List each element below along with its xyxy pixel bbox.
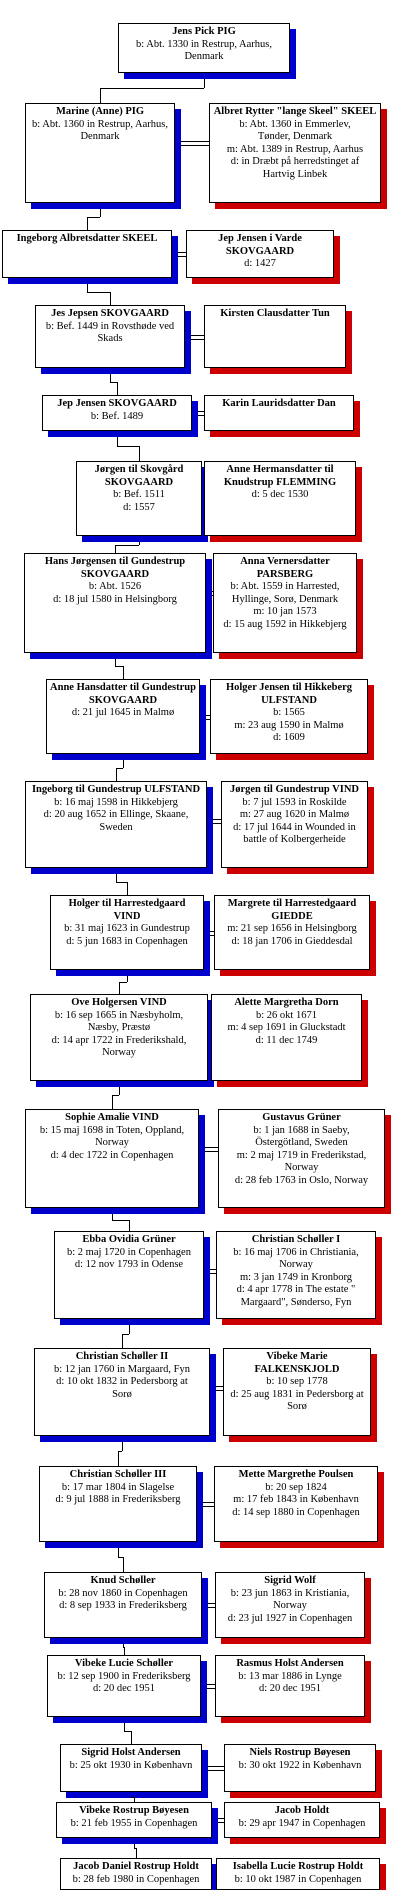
person-box-left[interactable] [60,1744,202,1792]
person-detail-line: Norway [284,1162,319,1173]
person-name: Sigrid Holst Andersen [81,1747,181,1758]
person-name: Knud Schøller [90,1575,156,1586]
person-detail-line: d: 4 dec 1722 in Copenhagen [50,1149,174,1161]
marriage-connector [172,256,186,257]
person-name: Anna Vernersdatter PARSBERG [240,556,330,580]
marriage-connector [172,252,186,253]
marriage-connector [202,1603,215,1604]
person-box-left[interactable] [25,1109,199,1208]
marriage-connector [192,411,204,412]
person-detail-line: b: 10 okt 1987 in Copenhagen [234,1873,362,1885]
person-box-left[interactable] [50,895,204,970]
person-detail-line: b: 15 maj 1698 in Toten, Oppland, [39,1124,185,1136]
person-detail-line: b: 1565 [273,707,305,718]
person-name: Ove Holgersen VIND [71,997,167,1008]
marriage-connector [204,1273,216,1274]
marriage-connector [212,1818,224,1819]
person-box-left[interactable] [39,1466,197,1542]
person-detail-line: d: 23 jul 1927 in Copenhagen [227,1612,353,1624]
person-box-right[interactable] [204,461,356,536]
person-detail-line: b: Abt. 1526 [88,581,142,592]
person-box-left[interactable] [56,1802,212,1838]
descent-connector [131,1731,132,1745]
person-detail-line: d: 17 jul 1644 in Wounded in [233,821,356,833]
person-detail-line: d: in Dræbt på herredstinget af [230,156,360,167]
person-detail-line: d: 5 dec 1530 [251,489,309,500]
person-detail-line: Hyllinge, Sorø, Denmark [231,593,339,605]
person-detail-line: m: 3 jan 1749 in Kronborg [239,1271,353,1283]
person-detail-line: d: 20 dec 1951 [92,1683,156,1694]
descent-connector [129,1220,130,1232]
person-detail-line: Denmark [184,51,224,62]
marriage-connector [206,591,213,592]
person-name: Jacob Daniel Rostrup Holdt [73,1861,199,1872]
marriage-connector [185,335,204,336]
person-box-right[interactable] [215,1572,365,1638]
person-detail-line: d: 14 apr 1722 in Frederikshald, [51,1034,187,1046]
person-box-left[interactable] [2,230,172,278]
person-detail-line: m: 21 sep 1656 in Helsingborg [227,923,357,934]
person-detail-line: b: 10 sep 1778 [266,1376,328,1387]
person-detail-line: Denmark [80,131,120,142]
descent-connector [119,1087,120,1095]
person-detail-line: d: 20 dec 1951 [258,1683,322,1694]
person-detail-line: Norway [273,1600,307,1611]
descent-connector [110,382,117,383]
person-detail-line: b: 17 mar 1804 in Slagelse [61,1481,175,1493]
marriage-connector [212,1822,224,1823]
person-detail-line: Sorø [287,1401,307,1412]
person-name: Margrete til Harrestedgaard GIEDDE [227,898,357,922]
person-box-right[interactable] [213,553,357,653]
person-box-right[interactable] [223,1348,371,1436]
descent-connector [122,1442,123,1451]
person-detail-line: b: 31 maj 1623 in Gundestrup [64,923,190,934]
marriage-connector [197,1502,214,1503]
person-box-right[interactable] [224,1802,380,1838]
descent-connector [118,1451,119,1466]
person-box-right[interactable] [204,305,346,368]
person-detail-line: m: 4 sep 1691 in Gluckstadt [227,1022,346,1033]
descent-connector [112,1220,129,1221]
descent-connector [112,1095,119,1096]
person-name: Vibeke Rostrup Bøyesen [79,1805,189,1816]
person-detail-line: Næsby, Præstø [87,1022,151,1033]
person-box-left[interactable] [30,994,208,1081]
person-name: Christian Schøller II [75,1351,169,1362]
person-name: Vibeke Lucie Schøller [74,1658,174,1669]
person-detail-line: d: 18 jul 1580 in Helsingborg [53,593,177,605]
person-detail-line: d: 28 feb 1763 in Oslo, Norway [234,1174,369,1186]
marriage-connector [202,1607,215,1608]
person-detail-line: m: 2 maj 1719 in Frederikstad, [236,1149,367,1161]
person-detail-line: Norway [102,1047,136,1058]
person-name: Albret Rytter "lange Skeel" SKEEL [213,106,377,117]
person-name: Holger Jensen til Hikkeberg ULFSTAND [225,682,353,706]
marriage-connector [199,1147,218,1148]
person-detail-line: b: 20 sep 1824 [265,1481,327,1493]
person-name: Isabella Lucie Rostrup Holdt [232,1861,364,1872]
person-detail-line: d: 12 nov 1793 in Odense [74,1259,184,1270]
person-name: Anne Hermansdatter til Knudstrup FLEMMING [223,464,337,488]
descent-connector [204,79,205,88]
descent-connector [124,1731,131,1732]
person-name: Jens Pick PIG [172,26,236,37]
person-detail-line: b: 12 jan 1760 in Margaard, Fyn [54,1363,190,1375]
person-detail-line: Sorø [112,1388,132,1400]
person-box-right[interactable] [216,1858,380,1890]
person-box-left[interactable] [47,1655,201,1717]
descent-connector [136,1848,137,1858]
person-detail-line: b: 30 okt 1922 in København [238,1759,362,1771]
person-box-right[interactable] [186,230,334,278]
marriage-connector [202,1770,224,1771]
person-detail-line: b: 16 sep 1665 in Næsbyholm, [54,1009,184,1021]
person-detail-line: d: 10 okt 1832 in Pedersborg at [56,1376,188,1387]
person-detail-line: Norway [95,1137,129,1148]
person-detail-line: m: 10 jan 1573 [253,606,317,617]
person-name: Christian Schøller I [251,1234,341,1245]
marriage-connector [175,145,209,146]
person-detail-line: b: 13 mar 1886 in Lynge [238,1670,342,1682]
person-detail-line: b: 23 jun 1863 in Kristiania, [230,1587,350,1599]
person-detail-line: m: 23 aug 1590 in Malmø [234,719,344,731]
person-name: Holger til Harrestedgaard VIND [68,898,186,922]
person-name: Rasmus Holst Andersen [236,1658,344,1669]
person-detail-line: d: 25 aug 1831 in Pedersborg at [230,1388,364,1400]
person-detail-line: b: Bef. 1489 [90,410,144,422]
marriage-connector [202,1766,224,1767]
person-detail-line: d: 21 jul 1645 in Malmø [71,707,175,718]
marriage-connector [192,415,204,416]
person-detail-line: d: 15 aug 1592 in Hikkebjerg [223,618,347,630]
person-box-right[interactable] [221,781,368,868]
marriage-connector [204,1269,216,1270]
person-box-right[interactable] [214,895,370,970]
person-name: Sigrid Wolf [264,1575,316,1586]
marriage-connector [207,819,221,820]
descent-connector [129,1325,130,1334]
person-detail-line: d: 1427 [244,258,276,269]
person-box-left[interactable] [34,1348,210,1436]
descent-connector [110,374,111,382]
person-name: Marine (Anne) PIG [55,106,145,117]
person-detail-line: d: 1609 [273,732,305,743]
person-detail-line: b: Abt. 1360 in Restrup, Aarhus, [32,118,168,130]
person-detail-line: Sweden [99,821,133,833]
person-name: Niels Rostrup Bøyesen [249,1747,351,1758]
person-box-right[interactable] [218,1109,385,1208]
person-detail-line: Tønder, Denmark [257,131,333,142]
person-box-right[interactable] [216,1231,376,1319]
descent-connector [100,88,204,89]
descent-connector [115,659,116,666]
person-detail-line: b: Bef. 1449 in Rovsthøde ved [45,320,175,332]
person-box-left[interactable] [60,1858,212,1890]
person-box-right[interactable] [204,395,354,431]
person-detail-line: Skads [97,333,123,344]
descent-connector [119,982,127,983]
person-detail-line: m: 17 feb 1843 in København [233,1494,359,1505]
person-detail-line: battle of Kolbergerheide [243,834,346,845]
person-detail-line: b: Abt. 1360 in Emmerlev, [239,118,351,130]
person-detail-line: d: 5 jun 1683 in Copenhagen [66,935,188,947]
descent-connector [124,1647,125,1656]
marriage-connector [206,595,213,596]
descent-connector [127,976,128,982]
person-detail-line: Östergötland, Sweden [255,1137,348,1148]
descent-connector [100,209,101,217]
marriage-connector [175,141,209,142]
person-detail-line: d: 4 apr 1778 in The estate " [236,1284,356,1295]
marriage-connector [201,1684,215,1685]
person-box-root[interactable] [118,23,290,73]
marriage-connector [210,1386,223,1387]
person-detail-line: b: 1 jan 1688 in Saeby, [253,1124,350,1136]
person-detail-line: b: 25 okt 1930 in København [69,1759,193,1771]
descent-connector [116,874,117,882]
person-detail-line: d: 18 jan 1706 in Gieddesdal [231,935,353,947]
descent-connector [124,1723,125,1731]
person-name: Jep Jensen i Varde SKOVGAARD [218,233,302,257]
marriage-connector [201,1688,215,1689]
person-box-left[interactable] [42,395,192,431]
marriage-connector [207,823,221,824]
person-detail-line: b: Bef. 1511 [113,489,165,500]
person-detail-line: Norway [279,1259,313,1270]
person-name: Ingeborg Albretsdatter SKEEL [16,233,158,244]
descent-connector [116,768,123,769]
person-box-right[interactable] [215,1655,365,1717]
person-detail-line: b: 29 apr 1947 in Copenhagen [238,1817,366,1829]
person-name: Jes Jepsen SKOVGAARD [51,308,169,319]
person-detail-line: b: 16 maj 1598 in Hikkebjerg [54,796,178,808]
person-name: Alette Margretha Dorn [234,997,339,1008]
descent-connector [123,760,124,768]
descent-connector [117,382,118,396]
person-detail-line: b: 12 sep 1900 in Frederiksberg [57,1670,191,1682]
marriage-connector [197,1506,214,1507]
marriage-connector [185,339,204,340]
person-box-left[interactable] [35,305,185,368]
person-detail-line: Margaard", Sønderso, Fyn [240,1296,352,1308]
marriage-connector [199,1151,218,1152]
person-box-left[interactable] [25,103,175,203]
descent-connector [87,292,110,293]
descent-connector [122,1334,129,1335]
person-name: Jep Jensen SKOVGAARD [57,398,177,409]
descent-connector [117,446,139,447]
marriage-connector [200,719,210,720]
person-name: Hans Jørgensen til Gundestrup SKOVGAARD [44,556,186,580]
person-detail-line: b: 21 feb 1955 in Copenhagen [70,1817,198,1829]
descent-connector [139,542,140,545]
person-detail-line: d: 20 aug 1652 in Ellinge, Skaane, [43,809,189,820]
descent-connector [116,768,117,782]
descent-connector [100,88,101,103]
person-detail-line: b: 7 jul 1593 in Roskilde [242,796,347,808]
person-name: Mette Margrethe Poulsen [238,1469,354,1480]
person-box-right[interactable] [210,679,368,754]
person-name: Ingeborg til Gundestrup ULFSTAND [31,784,201,795]
descent-connector [119,982,120,994]
marriage-connector [210,1390,223,1391]
person-detail-line: b: 28 nov 1860 in Copenhagen [58,1587,188,1599]
person-box-right[interactable] [224,1744,376,1792]
person-detail-line: b: 28 feb 1980 in Copenhagen [72,1873,200,1885]
person-detail-line: d: 11 dec 1749 [255,1034,318,1046]
person-name: Christian Schøller III [69,1469,167,1480]
descent-connector [117,437,118,446]
marriage-connector [204,931,214,932]
descent-connector [87,284,88,292]
descent-connector [112,1095,113,1109]
descent-connector [115,545,139,546]
person-name: Gustavus Grüner [262,1112,341,1123]
descent-connector [118,1548,119,1557]
person-box-left[interactable] [54,1231,204,1319]
person-detail-line: b: 26 okt 1671 [256,1009,317,1021]
person-box-left[interactable] [25,781,207,868]
descent-connector [123,666,124,679]
person-name: Kirsten Clausdatter Tun [220,308,330,319]
descent-connector [123,1557,124,1572]
person-box-left[interactable] [76,461,202,536]
person-detail-line: m: Abt. 1389 in Restrup, Aarhus [226,143,364,155]
person-name: Jørgen til Skovgård SKOVGAARD [94,464,184,488]
descent-connector [115,666,123,667]
person-box-right[interactable] [209,103,381,203]
person-box-right[interactable] [211,994,362,1081]
descent-connector [87,217,88,231]
person-detail-line: d: 8 sep 1933 in Frederiksberg [59,1600,187,1611]
person-name: Vibeke Marie FALKENSKJOLD [254,1351,340,1375]
person-box-left[interactable] [46,679,200,754]
person-name: Karin Lauridsdatter Dan [222,398,336,409]
person-box-right[interactable] [214,1466,378,1542]
descent-connector [110,292,111,306]
descent-connector [122,1334,123,1349]
descent-connector [127,882,128,896]
person-detail-line: Hartvig Linbek [262,168,328,180]
person-detail-line: d: 14 sep 1880 in Copenhagen [232,1506,360,1518]
person-detail-line: b: Abt. 1559 in Harrested, [230,581,340,592]
person-detail-line: d: 9 jul 1888 in Frederiksberg [55,1494,181,1505]
marriage-connector [204,935,214,936]
person-detail-line: b: 16 maj 1706 in Christiania, [233,1246,359,1258]
descent-connector [116,882,127,883]
descent-connector [115,545,116,554]
person-name: Anne Hansdatter til Gundestrup SKOVGAARD [50,682,196,706]
person-box-left[interactable] [24,553,206,653]
person-name: Jacob Holdt [274,1805,330,1816]
person-detail-line: b: Abt. 1330 in Restrup, Aarhus, [136,38,272,50]
person-name: Jørgen til Gundestrup VIND [229,784,360,795]
person-box-left[interactable] [44,1572,202,1638]
person-name: Ebba Ovidia Grüner [82,1234,176,1245]
descent-connector [139,446,140,461]
person-name: Sophie Amalie VIND [65,1112,159,1123]
person-detail-line: d: 1557 [123,501,155,513]
person-detail-line: b: 2 maj 1720 in Copenhagen [67,1246,191,1258]
person-detail-line: m: 27 aug 1620 in Malmø [239,809,350,820]
descent-connector [87,217,100,218]
marriage-connector [200,715,210,716]
